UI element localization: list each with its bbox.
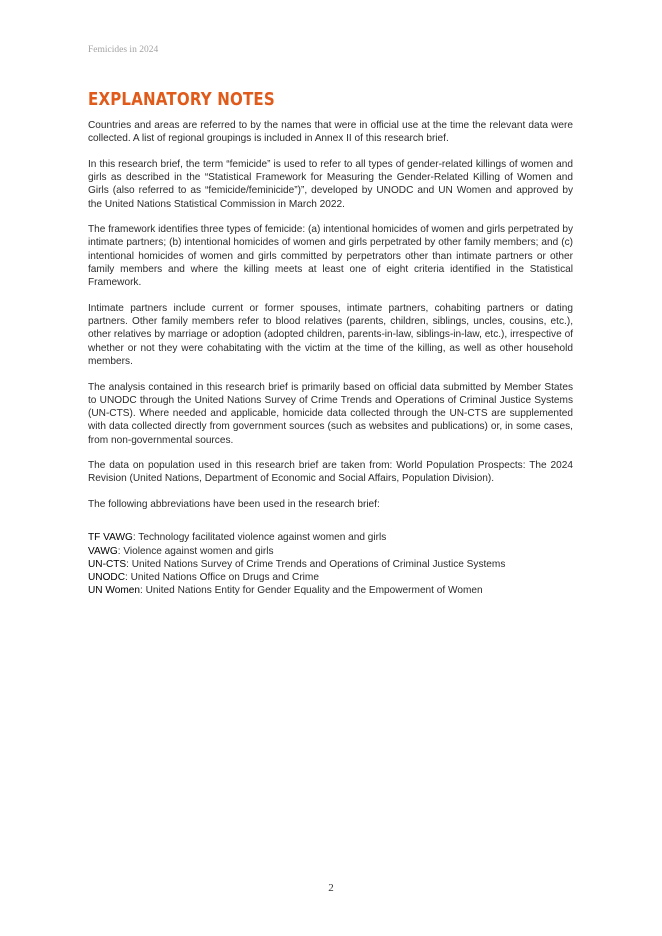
page-number: 2 [328, 882, 334, 894]
paragraph-population-data: The data on population used in this research brief are taken from: World Population Prospects: The 2024 Revision (United Nations, Department of Economic and Social Affairs, Population Division). [88, 460, 573, 485]
abbreviation-definition: : Technology facilitated violence against women and girls [132, 532, 387, 544]
abbreviation-term: UN Women [88, 585, 140, 597]
abbreviation-definition: : United Nations Entity for Gender Equality and the Empowerment of Women [139, 585, 483, 597]
abbreviation-item [88, 571, 573, 584]
abbreviation-term: UNODC [88, 572, 126, 584]
abbreviation-item [88, 558, 573, 571]
running-header: Femicides in 2024 [88, 45, 159, 55]
paragraph-femicide-definition: In this research brief, the term “femicide” is used to refer to all types of gender-related killings of women and girls as described in the “Statistical Framework for Measuring the Gender-Related Killing of Women and Girls (also referred to as “femicide/feminicide”)”, developed by UNODC and UN Women and approved by the United Nations Statistical Commission in March 2022. [88, 158, 573, 210]
abbreviation-term: VAWG [88, 545, 118, 557]
explanatory-notes-section [88, 90, 573, 598]
abbreviation-item [88, 545, 573, 558]
section-title: EXPLANATORY NOTES [88, 90, 275, 110]
abbreviation-definition: : Violence against women and girls [117, 545, 274, 557]
abbreviation-term: UN-CTS [88, 558, 127, 570]
paragraph-data-sources: The analysis contained in this research brief is primarily based on official data submitted by Member States to UNODC through the United Nations Survey of Crime Trends and Operations of Criminal Justice Systems (UN-CTS). Where needed and applicable, homicide data collected through the UN-CTS are supplemented with data collected directly from government sources (such as websites and publications) or, in some cases, from non-governmental sources. [88, 381, 573, 446]
abbreviation-list [88, 531, 573, 597]
abbreviation-definition: : United Nations Survey of Crime Trends and Operations of Criminal Justice Systems [126, 558, 506, 570]
paragraph-names-of-countries: Countries and areas are referred to by the names that were in official use at the time the relevant data were collected. A list of regional groupings is included in Annex II of this research brief. [88, 120, 573, 145]
abbreviation-item [88, 584, 573, 597]
paragraph-femicide-types: The framework identifies three types of femicide: (a) intentional homicides of women and girls perpetrated by intimate partners; (b) intentional homicides of women and girls perpetrated by other family members; and (c) intentional homicides of women and girls committed by perpetrators other than intimate partners or other family members and where the killing meets at least one of eight criteria identified in the Statistical Framework. [88, 224, 573, 289]
abbreviation-term: TF VAWG [88, 532, 133, 544]
paragraph-abbreviations-intro: The following abbreviations have been used in the research brief: [88, 498, 380, 510]
abbreviation-definition: : United Nations Office on Drugs and Crime [125, 572, 319, 584]
paragraph-intimate-partners: Intimate partners include current or former spouses, intimate partners, cohabiting partners or dating partners. Other family members refer to blood relatives (parents, children, siblings, uncles, cousins, etc.), other relatives by marriage or adoption (adopted children, parents-in-law, siblings-in-law, etc.), irrespective of whether or not they were cohabitating with the victim at the time of the killing, as well as other household members. [88, 302, 573, 368]
abbreviation-item [88, 531, 573, 544]
